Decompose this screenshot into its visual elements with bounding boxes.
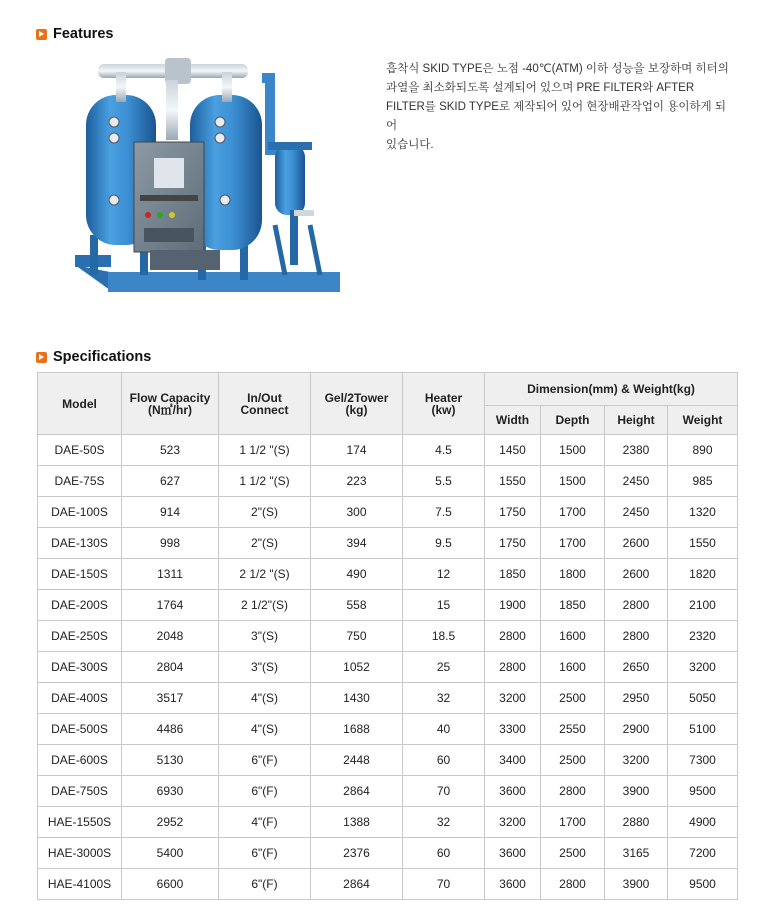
cell-model: DAE-250S xyxy=(38,621,122,652)
cell-height: 2600 xyxy=(605,559,668,590)
cell-heater: 40 xyxy=(403,714,485,745)
cell-gel: 490 xyxy=(311,559,403,590)
cell-model: DAE-500S xyxy=(38,714,122,745)
cell-flow-capacity: 1311 xyxy=(122,559,219,590)
cell-inout-connect: 2 1/2 "(S) xyxy=(219,559,311,590)
cell-flow-capacity: 998 xyxy=(122,528,219,559)
cell-inout-connect: 6"(F) xyxy=(219,838,311,869)
cell-gel: 2864 xyxy=(311,776,403,807)
cell-model: DAE-50S xyxy=(38,435,122,466)
cell-model: HAE-1550S xyxy=(38,807,122,838)
cell-inout-connect: 1 1/2 "(S) xyxy=(219,435,311,466)
cell-height: 2800 xyxy=(605,621,668,652)
cell-flow-capacity: 2048 xyxy=(122,621,219,652)
table-row xyxy=(38,869,738,900)
cell-inout-connect: 1 1/2 "(S) xyxy=(219,466,311,497)
table-row xyxy=(38,714,738,745)
cell-depth: 2800 xyxy=(541,869,605,900)
cell-weight: 9500 xyxy=(668,776,738,807)
cell-depth: 1500 xyxy=(541,435,605,466)
cell-width: 1900 xyxy=(485,590,541,621)
cell-inout-connect: 6"(F) xyxy=(219,869,311,900)
cell-gel: 1388 xyxy=(311,807,403,838)
cell-heater: 15 xyxy=(403,590,485,621)
cell-weight: 2100 xyxy=(668,590,738,621)
cell-width: 3300 xyxy=(485,714,541,745)
cell-width: 1550 xyxy=(485,466,541,497)
cell-heater: 32 xyxy=(403,807,485,838)
cell-weight: 7200 xyxy=(668,838,738,869)
cell-model: DAE-100S xyxy=(38,497,122,528)
cell-inout-connect: 2"(S) xyxy=(219,497,311,528)
table-row xyxy=(38,528,738,559)
col-header-flow-capacity: Flow Capacity (N㎥/hr) xyxy=(122,373,219,435)
cell-flow-capacity: 4486 xyxy=(122,714,219,745)
cell-model: DAE-130S xyxy=(38,528,122,559)
description-line: FILTER를 SKID TYPE로 제작되어 있어 현장배관작업이 용이하게 되어 xyxy=(386,101,726,132)
table-row xyxy=(38,776,738,807)
cell-inout-connect: 3"(S) xyxy=(219,652,311,683)
col-header-dimension-weight: Dimension(mm) & Weight(kg) xyxy=(485,373,738,406)
cell-depth: 1500 xyxy=(541,466,605,497)
cell-model: DAE-600S xyxy=(38,745,122,776)
cell-model: HAE-4100S xyxy=(38,869,122,900)
cell-width: 3200 xyxy=(485,807,541,838)
cell-heater: 18.5 xyxy=(403,621,485,652)
col-header-heater: Heater (kw) xyxy=(403,373,485,435)
cell-model: DAE-300S xyxy=(38,652,122,683)
cell-width: 1750 xyxy=(485,528,541,559)
cell-height: 3900 xyxy=(605,776,668,807)
cell-weight: 1820 xyxy=(668,559,738,590)
cell-height: 2880 xyxy=(605,807,668,838)
cell-gel: 2376 xyxy=(311,838,403,869)
cell-heater: 60 xyxy=(403,745,485,776)
cell-gel: 1430 xyxy=(311,683,403,714)
description-line: 있습니다. xyxy=(386,139,434,151)
cell-height: 2650 xyxy=(605,652,668,683)
cell-gel: 394 xyxy=(311,528,403,559)
cell-depth: 1600 xyxy=(541,652,605,683)
cell-flow-capacity: 6930 xyxy=(122,776,219,807)
cell-depth: 2500 xyxy=(541,838,605,869)
cell-width: 1850 xyxy=(485,559,541,590)
cell-width: 3600 xyxy=(485,776,541,807)
cell-height: 3165 xyxy=(605,838,668,869)
cell-weight: 2320 xyxy=(668,621,738,652)
table-row xyxy=(38,745,738,776)
cell-heater: 12 xyxy=(403,559,485,590)
cell-gel: 1688 xyxy=(311,714,403,745)
cell-weight: 5050 xyxy=(668,683,738,714)
cell-flow-capacity: 6600 xyxy=(122,869,219,900)
orange-arrow-bullet-icon xyxy=(36,352,47,363)
cell-gel: 2448 xyxy=(311,745,403,776)
cell-flow-capacity: 1764 xyxy=(122,590,219,621)
cell-flow-capacity: 3517 xyxy=(122,683,219,714)
cell-flow-capacity: 627 xyxy=(122,466,219,497)
cell-weight: 1550 xyxy=(668,528,738,559)
features-description xyxy=(386,60,736,155)
cell-width: 3200 xyxy=(485,683,541,714)
cell-heater: 25 xyxy=(403,652,485,683)
cell-inout-connect: 4"(S) xyxy=(219,683,311,714)
cell-depth: 2800 xyxy=(541,776,605,807)
cell-model: DAE-750S xyxy=(38,776,122,807)
col-header-depth: Depth xyxy=(541,406,605,435)
cell-height: 2450 xyxy=(605,466,668,497)
cell-heater: 60 xyxy=(403,838,485,869)
cell-weight: 985 xyxy=(668,466,738,497)
cell-height: 2450 xyxy=(605,497,668,528)
cell-depth: 1700 xyxy=(541,528,605,559)
cell-height: 3200 xyxy=(605,745,668,776)
cell-weight: 5100 xyxy=(668,714,738,745)
cell-model: DAE-400S xyxy=(38,683,122,714)
description-line: 흡착식 SKID TYPE은 노점 -40℃(ATM) 이하 성능을 보장하며 히터의 xyxy=(386,63,729,75)
cell-inout-connect: 2"(S) xyxy=(219,528,311,559)
table-row xyxy=(38,807,738,838)
table-row xyxy=(38,435,738,466)
cell-inout-connect: 2 1/2"(S) xyxy=(219,590,311,621)
cell-width: 2800 xyxy=(485,621,541,652)
cell-flow-capacity: 5130 xyxy=(122,745,219,776)
cell-heater: 9.5 xyxy=(403,528,485,559)
cell-height: 2900 xyxy=(605,714,668,745)
cell-gel: 1052 xyxy=(311,652,403,683)
specifications-title: Specifications xyxy=(53,349,152,365)
cell-width: 2800 xyxy=(485,652,541,683)
col-header-gel: Gel/2Tower (kg) xyxy=(311,373,403,435)
cell-height: 2800 xyxy=(605,590,668,621)
cell-width: 3600 xyxy=(485,838,541,869)
cell-width: 1750 xyxy=(485,497,541,528)
cell-flow-capacity: 2804 xyxy=(122,652,219,683)
cell-weight: 7300 xyxy=(668,745,738,776)
table-row xyxy=(38,497,738,528)
cell-heater: 4.5 xyxy=(403,435,485,466)
cell-gel: 223 xyxy=(311,466,403,497)
table-row xyxy=(38,621,738,652)
col-header-model: Model xyxy=(38,373,122,435)
col-header-inout-connect: In/Out Connect xyxy=(219,373,311,435)
cell-flow-capacity: 523 xyxy=(122,435,219,466)
orange-arrow-bullet-icon xyxy=(36,29,47,40)
table-row xyxy=(38,590,738,621)
cell-height: 2600 xyxy=(605,528,668,559)
cell-depth: 1800 xyxy=(541,559,605,590)
cell-inout-connect: 4"(S) xyxy=(219,714,311,745)
table-row xyxy=(38,683,738,714)
cell-inout-connect: 3"(S) xyxy=(219,621,311,652)
specifications-table xyxy=(37,372,738,900)
cell-height: 3900 xyxy=(605,869,668,900)
cell-inout-connect: 6"(F) xyxy=(219,776,311,807)
cell-depth: 2500 xyxy=(541,745,605,776)
cell-depth: 1600 xyxy=(541,621,605,652)
col-header-width: Width xyxy=(485,406,541,435)
cell-width: 1450 xyxy=(485,435,541,466)
cell-inout-connect: 4"(F) xyxy=(219,807,311,838)
table-header-row xyxy=(38,373,738,406)
cell-height: 2950 xyxy=(605,683,668,714)
air-dryer-product-image xyxy=(70,50,346,302)
cell-gel: 300 xyxy=(311,497,403,528)
cell-gel: 558 xyxy=(311,590,403,621)
cell-gel: 174 xyxy=(311,435,403,466)
description-line: 과열을 최소화되도록 설계되어 있으며 PRE FILTER와 AFTER xyxy=(386,82,695,94)
cell-inout-connect: 6"(F) xyxy=(219,745,311,776)
table-body xyxy=(38,435,738,900)
cell-heater: 70 xyxy=(403,776,485,807)
cell-weight: 9500 xyxy=(668,869,738,900)
features-title: Features xyxy=(53,26,114,42)
features-heading xyxy=(36,26,113,42)
cell-model: DAE-75S xyxy=(38,466,122,497)
cell-model: DAE-150S xyxy=(38,559,122,590)
cell-depth: 1850 xyxy=(541,590,605,621)
cell-heater: 7.5 xyxy=(403,497,485,528)
specifications-heading xyxy=(36,349,151,365)
cell-gel: 750 xyxy=(311,621,403,652)
cell-weight: 1320 xyxy=(668,497,738,528)
col-header-height: Height xyxy=(605,406,668,435)
cell-height: 2380 xyxy=(605,435,668,466)
cell-heater: 32 xyxy=(403,683,485,714)
cell-weight: 890 xyxy=(668,435,738,466)
table-row xyxy=(38,559,738,590)
cell-model: HAE-3000S xyxy=(38,838,122,869)
cell-flow-capacity: 5400 xyxy=(122,838,219,869)
cell-width: 3400 xyxy=(485,745,541,776)
cell-depth: 2550 xyxy=(541,714,605,745)
cell-flow-capacity: 2952 xyxy=(122,807,219,838)
cell-heater: 5.5 xyxy=(403,466,485,497)
cell-flow-capacity: 914 xyxy=(122,497,219,528)
cell-weight: 4900 xyxy=(668,807,738,838)
table-row xyxy=(38,466,738,497)
cell-weight: 3200 xyxy=(668,652,738,683)
cell-gel: 2864 xyxy=(311,869,403,900)
cell-width: 3600 xyxy=(485,869,541,900)
col-header-weight: Weight xyxy=(668,406,738,435)
cell-model: DAE-200S xyxy=(38,590,122,621)
cell-depth: 1700 xyxy=(541,497,605,528)
table-row xyxy=(38,838,738,869)
cell-depth: 2500 xyxy=(541,683,605,714)
cell-depth: 1700 xyxy=(541,807,605,838)
cell-heater: 70 xyxy=(403,869,485,900)
table-row xyxy=(38,652,738,683)
